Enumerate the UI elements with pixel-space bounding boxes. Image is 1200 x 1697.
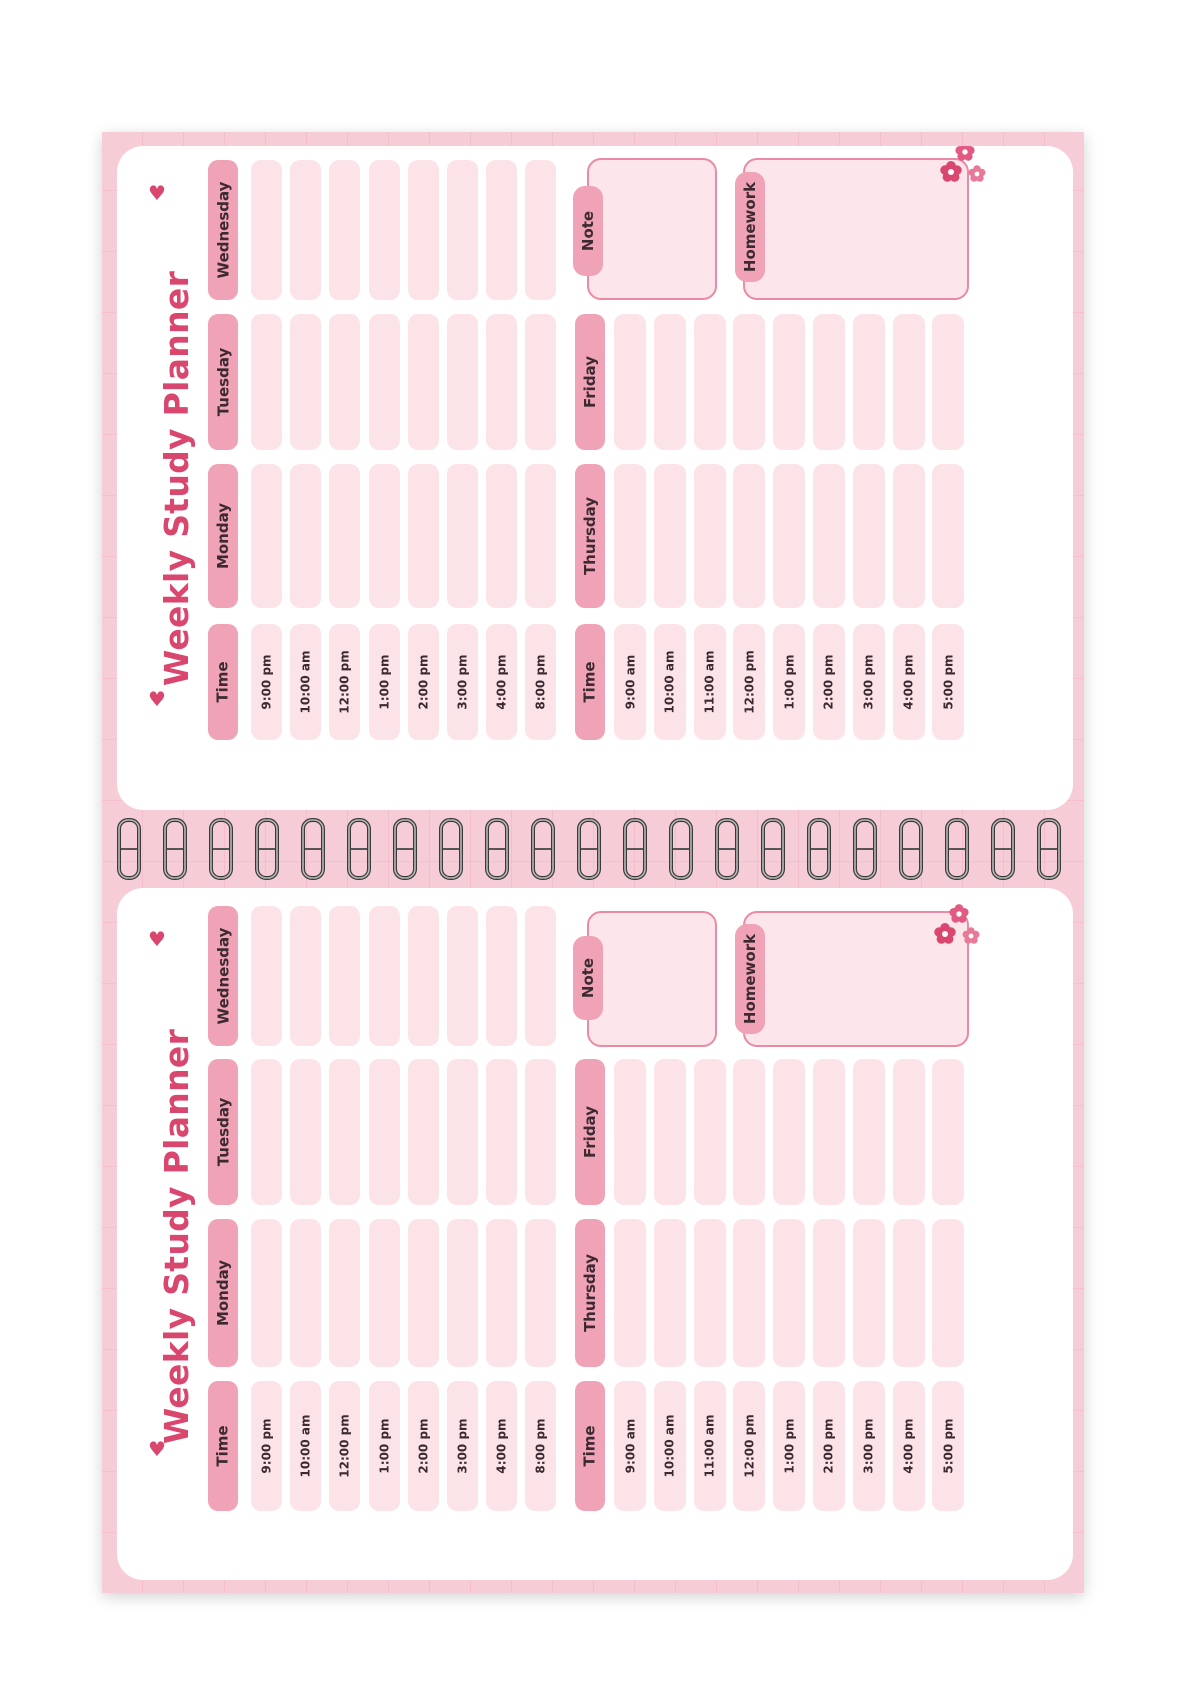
planner-cell[interactable] bbox=[447, 1059, 478, 1205]
coil-ring bbox=[990, 818, 1016, 880]
time-slot bbox=[654, 1381, 686, 1511]
planner-cell[interactable] bbox=[447, 464, 478, 608]
planner-cell[interactable] bbox=[408, 464, 439, 608]
planner-title-text: Weekly Study Planner bbox=[157, 270, 197, 686]
homework-label: Homework bbox=[741, 933, 760, 1025]
planner-cell[interactable] bbox=[251, 160, 282, 300]
coil-ring bbox=[484, 818, 510, 880]
planner-cell[interactable] bbox=[614, 1219, 646, 1367]
time-slot-label: 5:00 pm bbox=[941, 1418, 956, 1474]
planner-cell[interactable] bbox=[525, 464, 556, 608]
header-wednesday-label: Wednesday bbox=[214, 927, 233, 1025]
time-slot-label: 4:00 pm bbox=[901, 1418, 916, 1474]
planner-cell[interactable] bbox=[733, 1059, 765, 1205]
planner-cell[interactable] bbox=[486, 1219, 517, 1367]
planner-cell[interactable] bbox=[654, 1219, 686, 1367]
planner-cell[interactable] bbox=[369, 464, 400, 608]
header-tuesday-label: Tuesday bbox=[214, 1097, 233, 1167]
planner-page-top bbox=[117, 146, 1073, 810]
time-slot-label: 12:00 pm bbox=[742, 1414, 757, 1478]
time-slot-label: 5:00 pm bbox=[941, 654, 956, 710]
time-slot-label: 8:00 pm bbox=[533, 1418, 548, 1474]
coil-ring bbox=[898, 818, 924, 880]
time-slot-label: 12:00 pm bbox=[337, 650, 352, 714]
planner-cell[interactable] bbox=[932, 464, 964, 608]
time-slot bbox=[694, 624, 726, 740]
header-time bbox=[208, 1381, 238, 1511]
planner-cell[interactable] bbox=[733, 1219, 765, 1367]
planner-cell[interactable] bbox=[251, 464, 282, 608]
header-friday bbox=[575, 314, 605, 450]
flower-cluster-icon bbox=[929, 902, 989, 958]
coil-ring bbox=[346, 818, 372, 880]
planner-cell[interactable] bbox=[486, 906, 517, 1046]
time-slot-label: 2:00 pm bbox=[416, 654, 431, 710]
coil-ring bbox=[806, 818, 832, 880]
planner-cell[interactable] bbox=[893, 1219, 925, 1367]
header-time bbox=[208, 624, 238, 740]
coil-ring bbox=[162, 818, 188, 880]
time-slot-label: 12:00 pm bbox=[742, 650, 757, 714]
time-slot bbox=[853, 624, 885, 740]
planner-cell[interactable] bbox=[369, 1219, 400, 1367]
note-box[interactable] bbox=[587, 911, 717, 1047]
spiral-binding-icon bbox=[108, 818, 1084, 882]
time-slot bbox=[369, 1381, 400, 1511]
coil-ring bbox=[668, 818, 694, 880]
planner-cell[interactable] bbox=[654, 464, 686, 608]
planner-cell[interactable] bbox=[486, 160, 517, 300]
planner-cell[interactable] bbox=[525, 906, 556, 1046]
time-slot-label: 9:00 am bbox=[623, 1418, 638, 1474]
planner-cell[interactable] bbox=[251, 1219, 282, 1367]
planner-cell[interactable] bbox=[614, 1059, 646, 1205]
time-slot bbox=[773, 624, 805, 740]
planner-title-text: Weekly Study Planner bbox=[157, 1028, 197, 1444]
header-tuesday-label: Tuesday bbox=[214, 347, 233, 417]
header-friday-label: Friday bbox=[581, 1105, 600, 1159]
planner-cell[interactable] bbox=[486, 1059, 517, 1205]
time-slot bbox=[893, 1381, 925, 1511]
header-time bbox=[575, 1381, 605, 1511]
note-tab bbox=[573, 936, 603, 1020]
coil-ring bbox=[714, 818, 740, 880]
coil-ring bbox=[254, 818, 280, 880]
planner-cell[interactable] bbox=[290, 464, 321, 608]
time-slot bbox=[447, 624, 478, 740]
planner-cell[interactable] bbox=[813, 464, 845, 608]
header-time bbox=[575, 624, 605, 740]
planner-page-bottom bbox=[117, 888, 1073, 1580]
planner-cell[interactable] bbox=[329, 1219, 360, 1367]
time-slot bbox=[813, 624, 845, 740]
time-slot bbox=[525, 624, 556, 740]
planner-cell[interactable] bbox=[329, 1059, 360, 1205]
header-wednesday bbox=[208, 906, 238, 1046]
planner-cell[interactable] bbox=[408, 1219, 439, 1367]
header-tuesday bbox=[208, 314, 238, 450]
time-slot bbox=[369, 624, 400, 740]
header-wednesday-label: Wednesday bbox=[214, 181, 233, 279]
time-slot-label: 1:00 pm bbox=[377, 1418, 392, 1474]
planner-cell[interactable] bbox=[614, 464, 646, 608]
time-slot bbox=[733, 624, 765, 740]
planner-cell[interactable] bbox=[251, 906, 282, 1046]
header-friday bbox=[575, 1059, 605, 1205]
planner-cell[interactable] bbox=[369, 906, 400, 1046]
time-slot-label: 9:00 pm bbox=[259, 1418, 274, 1474]
time-slot-label: 10:00 am bbox=[662, 650, 677, 714]
time-slot bbox=[290, 1381, 321, 1511]
header-time-label: Time bbox=[581, 1425, 599, 1467]
planner-cell[interactable] bbox=[447, 160, 478, 300]
time-slot-label: 1:00 pm bbox=[377, 654, 392, 710]
time-slot-label: 1:00 pm bbox=[782, 654, 797, 710]
time-slot bbox=[893, 624, 925, 740]
coil-ring bbox=[622, 818, 648, 880]
time-slot bbox=[614, 624, 646, 740]
time-slot bbox=[853, 1381, 885, 1511]
planner-cell[interactable] bbox=[893, 314, 925, 450]
planner-cell[interactable] bbox=[408, 160, 439, 300]
planner-cell[interactable] bbox=[525, 160, 556, 300]
time-slot bbox=[329, 1381, 360, 1511]
planner-cell[interactable] bbox=[733, 464, 765, 608]
planner-cell[interactable] bbox=[408, 314, 439, 450]
planner-cell[interactable] bbox=[290, 160, 321, 300]
time-slot-label: 11:00 am bbox=[702, 650, 717, 714]
planner-cell[interactable] bbox=[447, 906, 478, 1046]
time-slot bbox=[486, 1381, 517, 1511]
time-slot-label: 12:00 pm bbox=[337, 1414, 352, 1478]
header-time-label: Time bbox=[581, 661, 599, 703]
coil-ring bbox=[438, 818, 464, 880]
time-slot-label: 10:00 am bbox=[298, 650, 313, 714]
planner-cell[interactable] bbox=[694, 464, 726, 608]
header-thursday-label: Thursday bbox=[581, 496, 599, 576]
planner-cell[interactable] bbox=[408, 1059, 439, 1205]
header-time-label: Time bbox=[214, 661, 232, 703]
planner-cell[interactable] bbox=[813, 314, 845, 450]
planner-cell[interactable] bbox=[932, 314, 964, 450]
planner-cell[interactable] bbox=[329, 160, 360, 300]
time-slot bbox=[290, 624, 321, 740]
time-slot-label: 3:00 pm bbox=[455, 654, 470, 710]
time-slot bbox=[408, 1381, 439, 1511]
time-slot-label: 8:00 pm bbox=[533, 654, 548, 710]
planner-cell[interactable] bbox=[654, 314, 686, 450]
planner-cell[interactable] bbox=[369, 160, 400, 300]
time-slot-label: 10:00 am bbox=[662, 1414, 677, 1478]
header-time-label: Time bbox=[214, 1425, 232, 1467]
header-tuesday bbox=[208, 1059, 238, 1205]
planner-cell[interactable] bbox=[853, 464, 885, 608]
planner-cell[interactable] bbox=[486, 314, 517, 450]
homework-label: Homework bbox=[741, 181, 760, 273]
coil-ring bbox=[1036, 818, 1062, 880]
time-slot bbox=[654, 624, 686, 740]
time-slot-label: 4:00 pm bbox=[494, 1418, 509, 1474]
planner-cell[interactable] bbox=[853, 314, 885, 450]
planner-cell[interactable] bbox=[932, 1219, 964, 1367]
planner-cell[interactable] bbox=[525, 314, 556, 450]
planner-cell[interactable] bbox=[773, 1219, 805, 1367]
header-wednesday bbox=[208, 160, 238, 300]
time-slot-label: 3:00 pm bbox=[861, 654, 876, 710]
planner-cell[interactable] bbox=[614, 314, 646, 450]
time-slot bbox=[932, 1381, 964, 1511]
planner-cell[interactable] bbox=[408, 906, 439, 1046]
coil-ring bbox=[208, 818, 234, 880]
header-thursday bbox=[575, 464, 605, 608]
coil-ring bbox=[760, 818, 786, 880]
planner-cell[interactable] bbox=[290, 1219, 321, 1367]
time-slot bbox=[932, 624, 964, 740]
coil-ring bbox=[944, 818, 970, 880]
planner-cell[interactable] bbox=[486, 464, 517, 608]
time-slot bbox=[486, 624, 517, 740]
planner-cell[interactable] bbox=[853, 1059, 885, 1205]
time-slot bbox=[251, 1381, 282, 1511]
homework-tab bbox=[735, 924, 765, 1034]
planner-cell[interactable] bbox=[773, 1059, 805, 1205]
time-slot-label: 2:00 pm bbox=[822, 1418, 836, 1474]
header-friday-label: Friday bbox=[581, 355, 600, 409]
planner-cell[interactable] bbox=[447, 1219, 478, 1367]
time-slot bbox=[408, 624, 439, 740]
time-slot bbox=[251, 624, 282, 740]
planner-cell[interactable] bbox=[773, 464, 805, 608]
time-slot-label: 9:00 am bbox=[623, 654, 638, 710]
coil-ring bbox=[852, 818, 878, 880]
homework-tab bbox=[735, 172, 765, 282]
time-slot-label: 1:00 pm bbox=[782, 1418, 797, 1474]
planner-cell[interactable] bbox=[525, 1059, 556, 1205]
time-slot bbox=[773, 1381, 805, 1511]
planner-cell[interactable] bbox=[290, 1059, 321, 1205]
flower-cluster-icon bbox=[935, 146, 995, 196]
planner-cell[interactable] bbox=[329, 314, 360, 450]
planner-cell[interactable] bbox=[694, 314, 726, 450]
time-slot bbox=[614, 1381, 646, 1511]
heart-icon: ♥ bbox=[148, 1437, 166, 1461]
time-slot-label: 9:00 pm bbox=[259, 654, 274, 710]
time-slot-label: 10:00 am bbox=[298, 1414, 313, 1478]
note-label: Note bbox=[579, 210, 598, 252]
time-slot-label: 4:00 pm bbox=[901, 654, 916, 710]
time-slot bbox=[447, 1381, 478, 1511]
heart-icon: ♥ bbox=[148, 181, 166, 205]
planner-cell[interactable] bbox=[290, 314, 321, 450]
planner-cell[interactable] bbox=[932, 1059, 964, 1205]
header-monday-label: Monday bbox=[214, 1259, 232, 1327]
planner-cell[interactable] bbox=[694, 1059, 726, 1205]
time-slot bbox=[694, 1381, 726, 1511]
coil-ring bbox=[392, 818, 418, 880]
heart-icon: ♥ bbox=[148, 927, 166, 951]
planner-cell[interactable] bbox=[290, 906, 321, 1046]
planner-cell[interactable] bbox=[733, 314, 765, 450]
planner-cell[interactable] bbox=[525, 1219, 556, 1367]
time-slot-label: 11:00 am bbox=[702, 1414, 717, 1478]
time-slot-label: 2:00 pm bbox=[416, 1418, 431, 1474]
planner-cell[interactable] bbox=[369, 314, 400, 450]
planner-cell[interactable] bbox=[251, 1059, 282, 1205]
time-slot bbox=[813, 1381, 845, 1511]
time-slot-label: 3:00 pm bbox=[455, 1418, 470, 1474]
note-label: Note bbox=[579, 957, 598, 999]
header-monday bbox=[208, 464, 238, 608]
note-tab bbox=[573, 186, 603, 276]
header-thursday bbox=[575, 1219, 605, 1367]
planner-cell[interactable] bbox=[893, 464, 925, 608]
time-slot bbox=[329, 624, 360, 740]
planner-cell[interactable] bbox=[654, 1059, 686, 1205]
time-slot-label: 2:00 pm bbox=[822, 654, 836, 710]
coil-ring bbox=[300, 818, 326, 880]
planner-cell[interactable] bbox=[369, 1059, 400, 1205]
note-box[interactable] bbox=[587, 158, 717, 300]
planner-cell[interactable] bbox=[813, 1219, 845, 1367]
time-slot bbox=[733, 1381, 765, 1511]
heart-icon: ♥ bbox=[148, 687, 166, 711]
coil-ring bbox=[116, 818, 142, 880]
header-monday bbox=[208, 1219, 238, 1367]
planner-cell[interactable] bbox=[893, 1059, 925, 1205]
coil-ring bbox=[530, 818, 556, 880]
planner-cell[interactable] bbox=[447, 314, 478, 450]
time-slot-label: 3:00 pm bbox=[861, 1418, 876, 1474]
header-thursday-label: Thursday bbox=[581, 1253, 599, 1333]
time-slot bbox=[525, 1381, 556, 1511]
planner-cell[interactable] bbox=[694, 1219, 726, 1367]
planner-cell[interactable] bbox=[853, 1219, 885, 1367]
planner-cell[interactable] bbox=[329, 906, 360, 1046]
planner-cell[interactable] bbox=[813, 1059, 845, 1205]
planner-cell[interactable] bbox=[329, 464, 360, 608]
planner-title bbox=[147, 956, 207, 1516]
header-monday-label: Monday bbox=[214, 502, 232, 570]
planner-cell[interactable] bbox=[251, 314, 282, 450]
coil-ring bbox=[576, 818, 602, 880]
planner-cell[interactable] bbox=[773, 314, 805, 450]
time-slot-label: 4:00 pm bbox=[494, 654, 509, 710]
